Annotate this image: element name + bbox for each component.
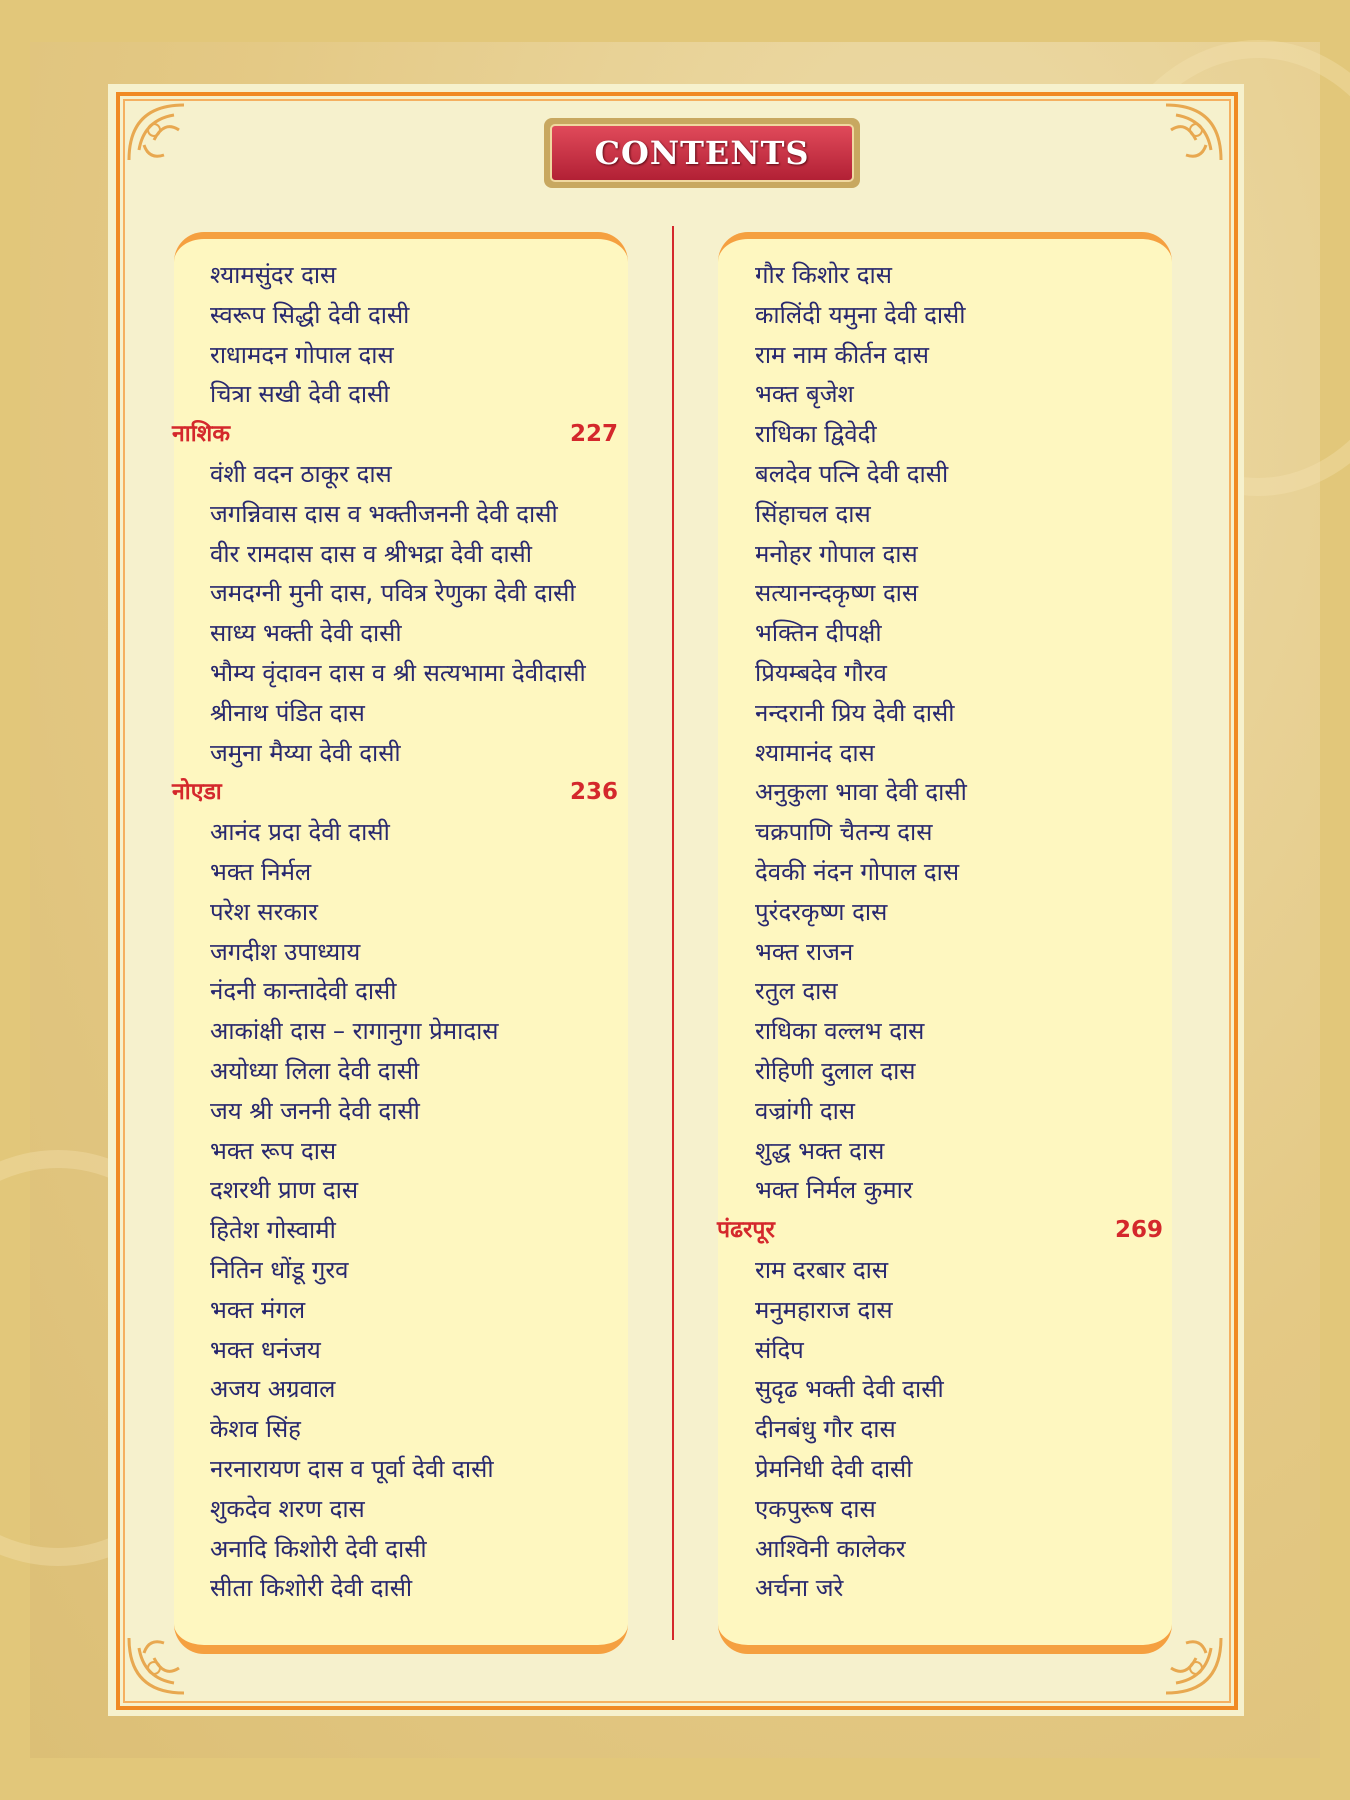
contents-entry: देवकी नंदन गोपाल दास [755, 857, 960, 886]
contents-entry: गौर किशोर दास [755, 261, 892, 289]
section-page-number: 236 [569, 779, 618, 806]
contents-entry: साध्य भक्ती देवी दासी [210, 619, 402, 648]
contents-entry: बलदेव पत्नि देवी दासी [755, 459, 949, 488]
contents-entry: वीर रामदास दास व श्रीभद्रा देवी दासी [210, 539, 532, 568]
contents-entry: राधिका द्विवेदी [755, 420, 877, 449]
contents-entry: मनुमहाराज दास [755, 1295, 893, 1324]
contents-entry: भक्तिन दीपक्षी [755, 619, 882, 648]
contents-entry: एकपुरूष दास [755, 1494, 876, 1523]
contents-entry: अनुकुला भावा देवी दासी [755, 778, 967, 807]
contents-entry: स्वरूप सिद्धी देवी दासी [210, 300, 410, 329]
contents-entry: वज्रांगी दास [755, 1096, 856, 1125]
section-heading [172, 415, 618, 455]
section-title: नाशिक [172, 421, 230, 448]
contents-entry: भक्त निर्मल कुमार [755, 1176, 913, 1205]
contents-entry: प्रियम्बदेव गौरव [755, 658, 887, 687]
contents-entry: भक्त बृजेश [755, 380, 854, 409]
contents-entry: भक्त मंगल [210, 1295, 306, 1324]
contents-entry: अयोध्या लिला देवी दासी [210, 1056, 420, 1085]
corner-ornament-icon [124, 100, 214, 190]
contents-entry: अनादि किशोरी देवी दासी [210, 1534, 427, 1563]
contents-entry: जगन्निवास दास व भक्तीजननी देवी दासी [210, 499, 558, 528]
contents-entry: शुद्ध भक्त दास [755, 1136, 885, 1165]
title-banner [544, 118, 860, 188]
contents-entry: आनंद प्रदा देवी दासी [210, 818, 390, 847]
right-column [717, 256, 1163, 1609]
contents-entry: अर्चना जरे [755, 1574, 844, 1603]
left-column [172, 256, 618, 1609]
contents-entry: हितेश गोस्वामी [210, 1216, 336, 1245]
contents-entry: आकांक्षी दास – रागानुगा प्रेमादास [210, 1017, 499, 1046]
contents-entry: रोहिणी दुलाल दास [755, 1056, 916, 1085]
contents-entry: सीता किशोरी देवी दासी [210, 1574, 413, 1603]
column-divider [672, 226, 674, 1640]
section-heading [172, 773, 618, 813]
contents-entry: परेश सरकार [210, 897, 318, 926]
contents-entry: दशरथी प्राण दास [210, 1176, 359, 1205]
contents-entry: जमुना मैय्या देवी दासी [210, 738, 401, 767]
page-title: CONTENTS [550, 124, 854, 182]
contents-entry: सत्यानन्दकृष्ण दास [755, 579, 919, 608]
contents-entry: सिंहाचल दास [755, 499, 871, 528]
contents-entry: जमदग्नी मुनी दास, पवित्र रेणुका देवी दासी [210, 579, 576, 608]
contents-entry: भक्त रूप दास [210, 1136, 337, 1165]
contents-entry: भौम्य वृंदावन दास व श्री सत्यभामा देवीदासी [210, 658, 586, 687]
contents-entry: चित्रा सखी देवी दासी [210, 380, 390, 409]
contents-entry: दीनबंधु गौर दास [755, 1415, 896, 1444]
contents-entry: भक्त निर्मल [210, 857, 312, 886]
contents-entry: राधामदन गोपाल दास [210, 340, 394, 369]
contents-entry: राधिका वल्लभ दास [755, 1017, 925, 1046]
contents-entry: नितिन धोंडू गुरव [210, 1255, 349, 1284]
section-heading [717, 1211, 1163, 1251]
contents-entry: श्यामसुंदर दास [210, 261, 337, 289]
section-page-number: 269 [1114, 1217, 1163, 1244]
section-page-number: 227 [569, 421, 618, 448]
contents-entry: जय श्री जननी देवी दासी [210, 1096, 420, 1125]
contents-entry: राम नाम कीर्तन दास [755, 340, 929, 369]
contents-entry: नरनारायण दास व पूर्वा देवी दासी [210, 1454, 494, 1483]
contents-entry: नन्दरानी प्रिय देवी दासी [755, 698, 955, 727]
contents-entry: कालिंदी यमुना देवी दासी [755, 300, 966, 329]
contents-entry: सुदृढ भक्ती देवी दासी [755, 1375, 944, 1404]
contents-entry: रतुल दास [755, 977, 838, 1006]
contents-entry: पुरंदरकृष्ण दास [755, 897, 888, 926]
contents-entry: आश्विनी कालेकर [755, 1534, 906, 1563]
corner-ornament-icon [1136, 100, 1226, 190]
contents-entry: शुकदेव शरण दास [210, 1494, 365, 1523]
section-title: पंढरपूर [717, 1217, 775, 1244]
contents-entry: जगदीश उपाध्याय [210, 937, 361, 966]
contents-entry: प्रेमनिधी देवी दासी [755, 1454, 913, 1483]
contents-entry: श्रीनाथ पंडित दास [210, 698, 365, 727]
section-title: नोएडा [172, 779, 222, 806]
contents-entry: अजय अग्रवाल [210, 1375, 336, 1404]
contents-entry: भक्त धनंजय [210, 1335, 321, 1364]
contents-entry: वंशी वदन ठाकूर दास [210, 459, 392, 488]
contents-entry: मनोहर गोपाल दास [755, 539, 918, 568]
contents-entry: संदिप [755, 1335, 804, 1364]
contents-entry: भक्त राजन [755, 937, 854, 966]
contents-entry: नंदनी कान्तादेवी दासी [210, 977, 397, 1006]
contents-entry: चक्रपाणि चैतन्य दास [755, 818, 933, 847]
contents-entry: श्यामानंद दास [755, 738, 875, 767]
contents-entry: केशव सिंह [210, 1415, 301, 1444]
contents-entry: राम दरबार दास [755, 1255, 889, 1284]
